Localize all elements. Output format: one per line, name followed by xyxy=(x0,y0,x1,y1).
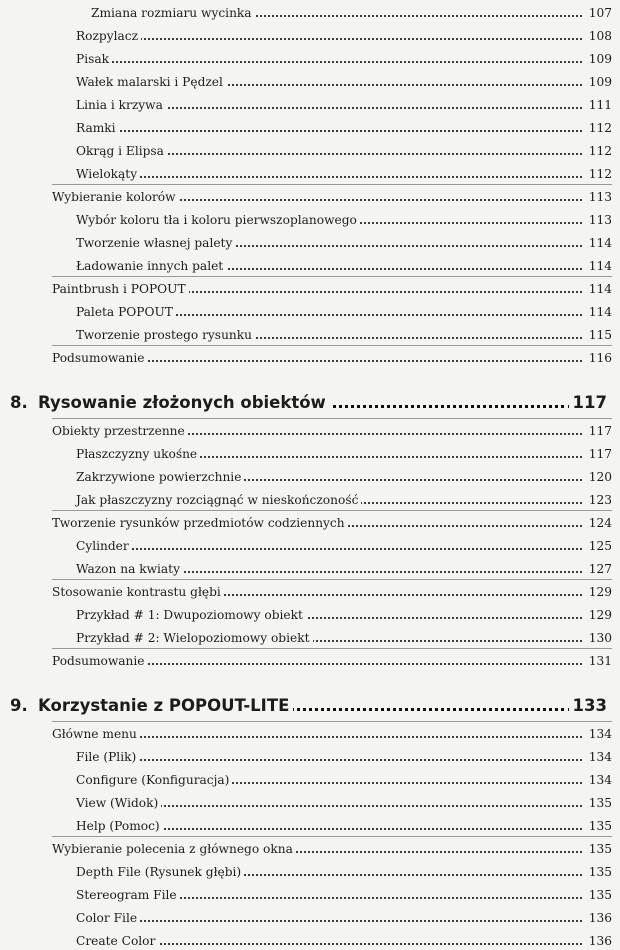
dot-leader xyxy=(76,61,582,63)
toc-entry xyxy=(52,345,612,367)
toc-entry-title: Przykład # 1: Dwupoziomowy obiekt xyxy=(76,608,306,622)
dot-leader xyxy=(76,920,582,922)
toc-entry-title: Ramki xyxy=(76,121,119,135)
toc-entry-title: Wybór koloru tła i koloru pierwszoplanowego xyxy=(76,213,360,227)
toc-entry-title: Paintbrush i POPOUT xyxy=(52,282,189,296)
toc-entry xyxy=(76,230,612,252)
toc-entry xyxy=(76,625,612,647)
toc-entry xyxy=(76,556,612,578)
toc-entry-page: 115 xyxy=(586,328,612,342)
toc-entry-title: Okrąg i Elipsa xyxy=(76,144,167,158)
toc-entry-title: Help (Pomoc) xyxy=(76,819,163,833)
toc-entry xyxy=(76,882,612,904)
toc-entry-title: File (Plik) xyxy=(76,750,139,764)
toc-entry-page: 134 xyxy=(586,750,612,764)
toc-entry xyxy=(76,533,612,555)
toc-entry xyxy=(76,207,612,229)
toc-entry-title: Podsumowanie xyxy=(52,351,148,365)
toc-entry-title: Stosowanie kontrastu głębi xyxy=(52,585,224,599)
dot-leader xyxy=(76,130,582,132)
toc-entry-title: Wielokąty xyxy=(76,167,140,181)
toc-entry-page: 135 xyxy=(586,888,612,902)
toc-entry xyxy=(76,115,612,137)
toc-entry-title: Cylinder xyxy=(76,539,132,553)
toc-entry-page: 134 xyxy=(586,773,612,787)
toc-entry xyxy=(76,905,612,927)
toc-entry-page: 117 xyxy=(586,424,612,438)
toc-entry-page: 127 xyxy=(586,562,612,576)
toc-entry-page: 116 xyxy=(586,351,612,365)
toc-entry xyxy=(76,253,612,275)
chapter-title: Rysowanie złożonych obiektów xyxy=(38,393,330,412)
dot-leader xyxy=(76,38,582,40)
toc-entry xyxy=(52,510,612,532)
toc-entry-page: 134 xyxy=(586,727,612,741)
toc-entry-page: 107 xyxy=(586,6,612,20)
toc-entry xyxy=(91,0,612,22)
toc-entry-title: Wybieranie polecenia z głównego okna xyxy=(52,842,296,856)
toc-entry xyxy=(52,721,612,743)
chapter-heading xyxy=(10,691,607,719)
toc-entry xyxy=(76,859,612,881)
toc-entry-title: Pisak xyxy=(76,52,112,66)
toc-entry xyxy=(52,648,612,670)
toc-entry-title: Wałek malarski i Pędzel xyxy=(76,75,226,89)
toc-entry-page: 136 xyxy=(586,934,612,948)
toc-entry-title: Wazon na kwiaty xyxy=(76,562,183,576)
dot-leader xyxy=(76,548,582,550)
toc-entry-page: 129 xyxy=(586,585,612,599)
toc-entry-page: 114 xyxy=(586,305,612,319)
toc-entry xyxy=(76,464,612,486)
toc-entry-title: View (Widok) xyxy=(76,796,161,810)
toc-entry-title: Rozpylacz xyxy=(76,29,141,43)
toc-entry-page: 135 xyxy=(586,842,612,856)
toc-entry xyxy=(76,69,612,91)
toc-entry-page: 135 xyxy=(586,865,612,879)
chapter-page: 133 xyxy=(569,696,607,715)
toc-entry xyxy=(76,92,612,114)
toc-entry-page: 125 xyxy=(586,539,612,553)
toc-entry-page: 130 xyxy=(586,631,612,645)
toc-entry xyxy=(52,276,612,298)
toc-entry xyxy=(76,46,612,68)
chapter-number: 9. xyxy=(10,696,32,715)
toc-entry-title: Jak płaszczyzny rozciągnąć w nieskończoność xyxy=(76,493,361,507)
toc-entry-title: Configure (Konfiguracja) xyxy=(76,773,232,787)
toc-entry-page: 109 xyxy=(586,52,612,66)
toc-entry-page: 124 xyxy=(586,516,612,530)
toc-entry-title: Depth File (Rysunek głębi) xyxy=(76,865,244,879)
toc-entry-page: 113 xyxy=(586,190,612,204)
toc-entry xyxy=(76,928,612,950)
toc-entry-title: Główne menu xyxy=(52,727,140,741)
toc-entry-page: 136 xyxy=(586,911,612,925)
chapter-page: 117 xyxy=(569,393,607,412)
chapter-number: 8. xyxy=(10,393,32,412)
toc-entry-title: Wybieranie kolorów xyxy=(52,190,179,204)
toc-entry-page: 114 xyxy=(586,236,612,250)
toc-entry-page: 108 xyxy=(586,29,612,43)
toc-entry-title: Linia i krzywa xyxy=(76,98,166,112)
toc-entry-title: Ładowanie innych palet xyxy=(76,259,226,273)
toc-entry-title: Tworzenie prostego rysunku xyxy=(76,328,255,342)
toc-entry-title: Color File xyxy=(76,911,140,925)
toc-entry-page: 111 xyxy=(586,98,612,112)
toc-entry-page: 135 xyxy=(586,819,612,833)
toc-entry-title: Paleta POPOUT xyxy=(76,305,176,319)
toc-entry xyxy=(76,744,612,766)
toc-entry xyxy=(76,487,612,509)
toc-entry-title: Tworzenie rysunków przedmiotów codziennych xyxy=(52,516,348,530)
toc-entry-page: 131 xyxy=(586,654,612,668)
toc-entry xyxy=(52,836,612,858)
toc-entry-page: 114 xyxy=(586,282,612,296)
toc-entry-page: 114 xyxy=(586,259,612,273)
chapter-title: Korzystanie z POPOUT-LITE xyxy=(38,696,293,715)
toc-entry-page: 117 xyxy=(586,447,612,461)
toc-entry xyxy=(76,441,612,463)
toc-entry-title: Przykład # 2: Wielopoziomowy obiekt xyxy=(76,631,313,645)
toc-entry-page: 112 xyxy=(586,167,612,181)
dot-leader xyxy=(76,176,582,178)
toc-entry-page: 120 xyxy=(586,470,612,484)
toc-entry-title: Zmiana rozmiaru wycinka xyxy=(91,6,255,20)
toc-entry-title: Podsumowanie xyxy=(52,654,148,668)
toc-entry-page: 123 xyxy=(586,493,612,507)
toc-entry-page: 109 xyxy=(586,75,612,89)
toc-entry xyxy=(52,579,612,601)
toc-entry xyxy=(76,767,612,789)
toc-entry xyxy=(76,813,612,835)
dot-leader xyxy=(76,759,582,761)
toc-entry xyxy=(52,418,612,440)
toc-entry-title: Create Color xyxy=(76,934,158,948)
toc-entry xyxy=(76,322,612,344)
toc-entry-page: 129 xyxy=(586,608,612,622)
toc-entry-title: Płaszczyzny ukośne xyxy=(76,447,200,461)
toc-entry xyxy=(76,602,612,624)
toc-entry xyxy=(76,161,612,183)
toc-entry-page: 135 xyxy=(586,796,612,810)
toc-entry xyxy=(76,138,612,160)
toc-entry-page: 113 xyxy=(586,213,612,227)
toc-entry-title: Tworzenie własnej palety xyxy=(76,236,235,250)
toc-entry-page: 112 xyxy=(586,121,612,135)
toc-entry-title: Obiekty przestrzenne xyxy=(52,424,188,438)
toc-entry xyxy=(52,184,612,206)
toc-entry-title: Zakrzywione powierzchnie xyxy=(76,470,244,484)
toc-entry-page: 112 xyxy=(586,144,612,158)
toc-entry xyxy=(76,23,612,45)
toc-entry xyxy=(76,299,612,321)
toc-entry xyxy=(76,790,612,812)
toc-entry-title: Stereogram File xyxy=(76,888,180,902)
chapter-heading xyxy=(10,388,607,416)
